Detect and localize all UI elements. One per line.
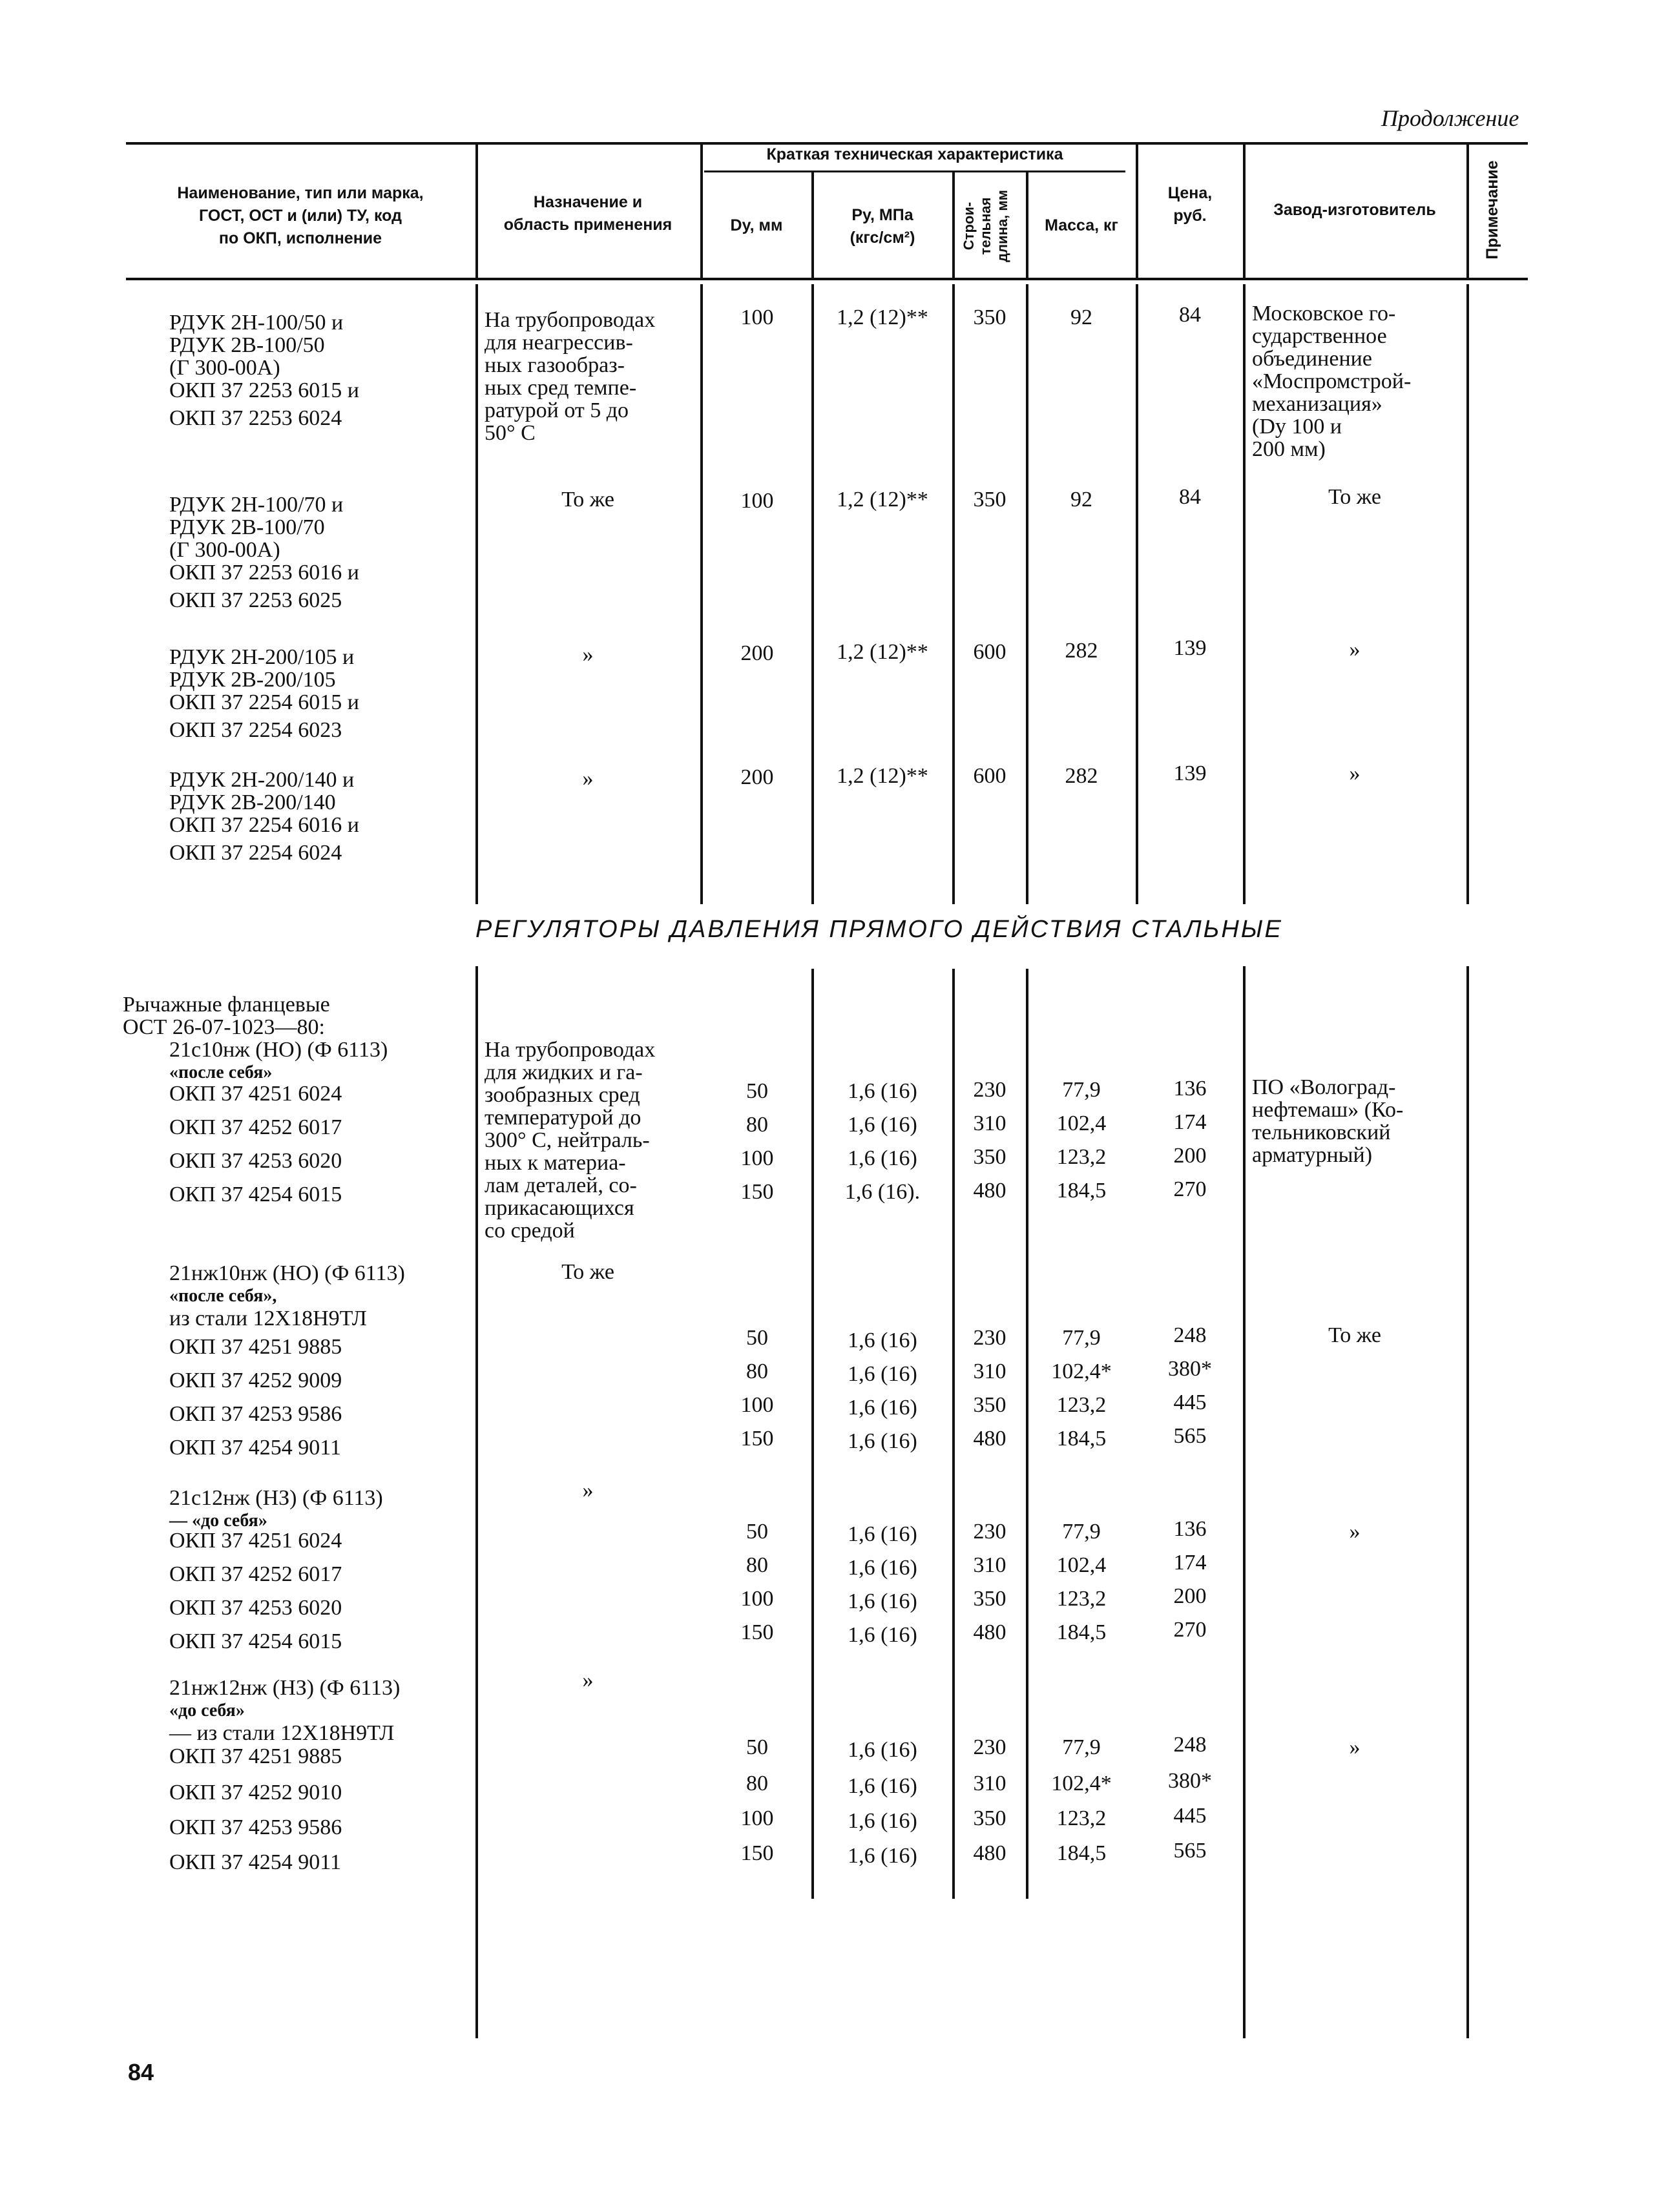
row-py: 1,6 (16) [848,1774,917,1798]
header-py: Pу, МПа (кгс/см²) [850,206,915,247]
group-purpose: На трубопроводах для жидких и га- зообразных сред температурой до 300° С, нейтраль- ных к материа- лам деталей, со- прикасающихся со средой [485,1038,656,1243]
row-length: 230 [973,1735,1006,1759]
header-sep [475,142,478,278]
row-mass: 123,2 [1056,1145,1107,1169]
row-dy: 50 [746,1520,768,1544]
row-py: 1,2 (12)** [837,640,928,664]
group-purpose: То же [561,1260,614,1284]
row-purpose: » [582,643,594,667]
header-sep [811,171,814,278]
col-line [811,284,814,904]
header-sep [1243,142,1246,278]
row-py: 1,2 (12)** [837,305,928,329]
col-line [1243,966,1246,2038]
row-length: 350 [973,1806,1006,1830]
row-dy: 100 [740,305,774,329]
row-py: 1,6 (16) [848,1429,917,1453]
row-mass: 184,5 [1056,1427,1107,1451]
continuation-label: Продолжение [1381,105,1519,131]
group-title: 21нж10нж (НО) (Ф 6113) «после себя», из стали 12Х18Н9ТЛ [169,1261,405,1330]
row-dy: 150 [740,1620,774,1644]
col-line [1243,284,1246,904]
row-code: ОКП 37 4252 9009 [169,1369,342,1392]
row-mass: 123,2 [1056,1806,1107,1830]
row-length: 350 [973,488,1006,512]
row-mass: 92 [1070,488,1092,512]
row-length: 230 [973,1520,1006,1544]
row-length: 350 [973,305,1006,329]
header-sep [700,142,703,278]
brief-subheader-rule [704,171,1125,172]
row-dy: 80 [746,1359,768,1383]
row-maker: » [1349,637,1361,661]
row-price: 200 [1173,1144,1207,1168]
col-line [1026,284,1028,904]
row-price: 248 [1173,1323,1207,1347]
row-mass: 102,4 [1056,1111,1107,1135]
row-purpose: То же [561,488,614,512]
row-name: РДУК 2Н-200/105 и РДУК 2В-200/105 ОКП 37 2254 6015 и ОКП 37 2254 6023 [169,645,359,742]
header-bottom-rule [126,278,1528,280]
row-price: 174 [1173,1110,1207,1134]
row-name: РДУК 2Н-100/50 и РДУК 2В-100/50 (Г 300-00А) ОКП 37 2253 6015 и ОКП 37 2253 6024 [169,311,359,430]
section-title: РЕГУЛЯТОРЫ ДАВЛЕНИЯ ПРЯМОГО ДЕЙСТВИЯ СТАЛЬНЫЕ [475,916,1283,943]
group-purpose: » [582,1478,594,1502]
row-price: 445 [1173,1390,1207,1414]
row-code: ОКП 37 4251 9885 [169,1335,342,1359]
header-mass: Масса, кг [1045,216,1118,234]
row-purpose: » [582,767,594,791]
row-price: 139 [1173,636,1207,660]
row-price: 136 [1173,1517,1207,1541]
row-length: 310 [973,1359,1006,1383]
row-dy: 100 [740,1806,774,1830]
row-dy: 80 [746,1113,768,1137]
row-dy: 100 [740,1587,774,1611]
row-code: ОКП 37 4253 6020 [169,1149,342,1173]
row-name: РДУК 2Н-100/70 и РДУК 2В-100/70 (Г 300-00А) ОКП 37 2253 6016 и ОКП 37 2253 6025 [169,493,359,612]
col-line [1466,966,1469,2038]
header-price: Цена, руб. [1167,184,1213,225]
row-length: 310 [973,1772,1006,1795]
group-title: 21с12нж (НЗ) (Ф 6113) — «до себя» [169,1486,383,1531]
row-length: 230 [973,1078,1006,1102]
group-purpose: » [582,1668,594,1692]
row-code: ОКП 37 4252 9010 [169,1781,342,1804]
header-purpose: Назначение и область применения [503,193,673,234]
row-length: 230 [973,1326,1006,1350]
row-code: ОКП 37 4254 9011 [169,1436,342,1460]
header-sep [1466,142,1469,278]
col-line [952,284,955,904]
header-brief-characteristics: Краткая техническая характеристика [766,145,1063,163]
row-price: 445 [1173,1804,1207,1828]
row-mass: 282 [1065,639,1098,663]
row-dy: 50 [746,1326,768,1350]
row-mass: 184,5 [1056,1179,1107,1203]
header-sep [952,171,955,278]
row-dy: 100 [740,1393,774,1417]
row-length: 480 [973,1841,1006,1865]
row-length: 310 [973,1111,1006,1135]
header-maker: Завод-изготовитель [1273,201,1436,219]
row-dy: 150 [740,1180,774,1204]
row-price: 565 [1173,1424,1207,1448]
row-py: 1,6 (16). [844,1180,921,1204]
row-mass: 77,9 [1062,1735,1101,1759]
row-code: ОКП 37 4254 6015 [169,1629,342,1653]
row-code: ОКП 37 4254 6015 [169,1183,342,1206]
row-length: 350 [973,1587,1006,1611]
row-price: 270 [1173,1618,1207,1642]
col-line [1466,284,1469,904]
row-mass: 184,5 [1056,1620,1107,1644]
group-intro: Рычажные фланцевые ОСТ 26-07-1023—80: [123,993,330,1039]
row-mass: 92 [1070,305,1092,329]
header-sep [1026,171,1028,278]
row-name: РДУК 2Н-200/140 и РДУК 2В-200/140 ОКП 37 2254 6016 и ОКП 37 2254 6024 [169,768,359,865]
header-sep [1136,142,1138,278]
row-mass: 102,4* [1051,1772,1112,1795]
row-py: 1,6 (16) [848,1362,917,1386]
row-dy: 200 [740,765,774,789]
row-code: ОКП 37 4253 9586 [169,1402,342,1426]
row-price: 84 [1179,303,1201,327]
group-maker: ПО «Волоград- нефтемаш» (Ко- тельниковский арматурный) [1252,1075,1404,1167]
row-price: 565 [1173,1839,1207,1863]
row-mass: 123,2 [1056,1587,1107,1611]
row-mass: 77,9 [1062,1078,1101,1102]
row-py: 1,2 (12)** [837,764,928,788]
col-line [475,966,478,2038]
row-dy: 100 [740,1146,774,1170]
header-name: Наименование, тип или марка, ГОСТ, ОСТ и (или) ТУ, код по ОКП, исполнение [177,184,424,247]
col-line [1136,284,1138,904]
row-code: ОКП 37 4254 9011 [169,1850,342,1874]
group-maker: » [1349,1520,1361,1544]
row-py: 1,6 (16) [848,1328,917,1352]
row-py: 1,6 (16) [848,1623,917,1647]
row-price: 136 [1173,1077,1207,1101]
row-mass: 123,2 [1056,1393,1107,1417]
row-length: 480 [973,1427,1006,1451]
row-price: 270 [1173,1177,1207,1201]
row-mass: 102,4 [1056,1553,1107,1577]
header-dy: Dу, мм [730,216,783,234]
row-dy: 80 [746,1772,768,1795]
row-py: 1,6 (16) [848,1079,917,1103]
row-code: ОКП 37 4251 6024 [169,1082,342,1106]
row-length: 350 [973,1393,1006,1417]
row-py: 1,6 (16) [848,1844,917,1868]
row-code: ОКП 37 4251 9885 [169,1744,342,1768]
row-length: 350 [973,1145,1006,1169]
col-line [700,284,703,904]
row-py: 1,6 (16) [848,1589,917,1613]
col-line [952,969,955,1899]
row-py: 1,6 (16) [848,1556,917,1580]
row-dy: 50 [746,1735,768,1759]
row-purpose: На трубопроводах для неагрессив- ных газообраз- ных сред темпе- ратурой от 5 до 50° С [485,308,656,445]
row-py: 1,6 (16) [848,1738,917,1762]
row-py: 1,6 (16) [848,1146,917,1170]
page-number: 84 [128,2059,154,2085]
row-length: 600 [973,640,1006,664]
row-maker: » [1349,761,1361,785]
header-note: Примечание [1483,160,1501,260]
row-price: 200 [1173,1584,1207,1608]
row-code: ОКП 37 4253 6020 [169,1596,342,1620]
col-line [811,969,814,1899]
header-top-rule [126,142,1528,145]
row-py: 1,6 (16) [848,1113,917,1137]
row-price: 84 [1179,485,1201,509]
col-line [1026,969,1028,1899]
row-code: ОКП 37 4251 6024 [169,1529,342,1553]
row-code: ОКП 37 4252 6017 [169,1562,342,1586]
row-price: 248 [1173,1733,1207,1757]
group-title: 21с10нж (НО) (Ф 6113) «после себя» [169,1038,388,1082]
row-maker: Московское го- сударственное объединение «Моспромстрой- механизация» (Dу 100 и 200 мм) [1252,302,1412,461]
col-line [475,284,478,904]
row-mass: 77,9 [1062,1326,1101,1350]
row-dy: 50 [746,1079,768,1103]
row-py: 1,2 (12)** [837,488,928,512]
row-py: 1,6 (16) [848,1396,917,1420]
row-length: 600 [973,764,1006,788]
row-maker: То же [1328,485,1381,509]
row-price: 380* [1168,1357,1212,1381]
row-dy: 200 [740,641,774,665]
row-mass: 184,5 [1056,1841,1107,1865]
row-dy: 100 [740,489,774,513]
group-maker: » [1349,1735,1361,1759]
row-py: 1,6 (16) [848,1522,917,1546]
row-price: 139 [1173,761,1207,785]
row-code: ОКП 37 4253 9586 [169,1815,342,1839]
header-length: Строи- тельная длина, мм [961,190,1010,262]
group-maker: То же [1328,1323,1381,1347]
row-code: ОКП 37 4252 6017 [169,1115,342,1139]
row-length: 480 [973,1179,1006,1203]
row-price: 380* [1168,1769,1212,1793]
row-py: 1,6 (16) [848,1809,917,1833]
row-dy: 150 [740,1841,774,1865]
row-mass: 77,9 [1062,1520,1101,1544]
row-mass: 282 [1065,764,1098,788]
row-price: 174 [1173,1551,1207,1575]
row-length: 310 [973,1553,1006,1577]
group-title: 21нж12нж (НЗ) (Ф 6113) «до себя» — из стали 12Х18Н9ТЛ [169,1676,401,1745]
row-dy: 150 [740,1427,774,1451]
row-dy: 80 [746,1553,768,1577]
row-mass: 102,4* [1051,1359,1112,1383]
row-length: 480 [973,1620,1006,1644]
